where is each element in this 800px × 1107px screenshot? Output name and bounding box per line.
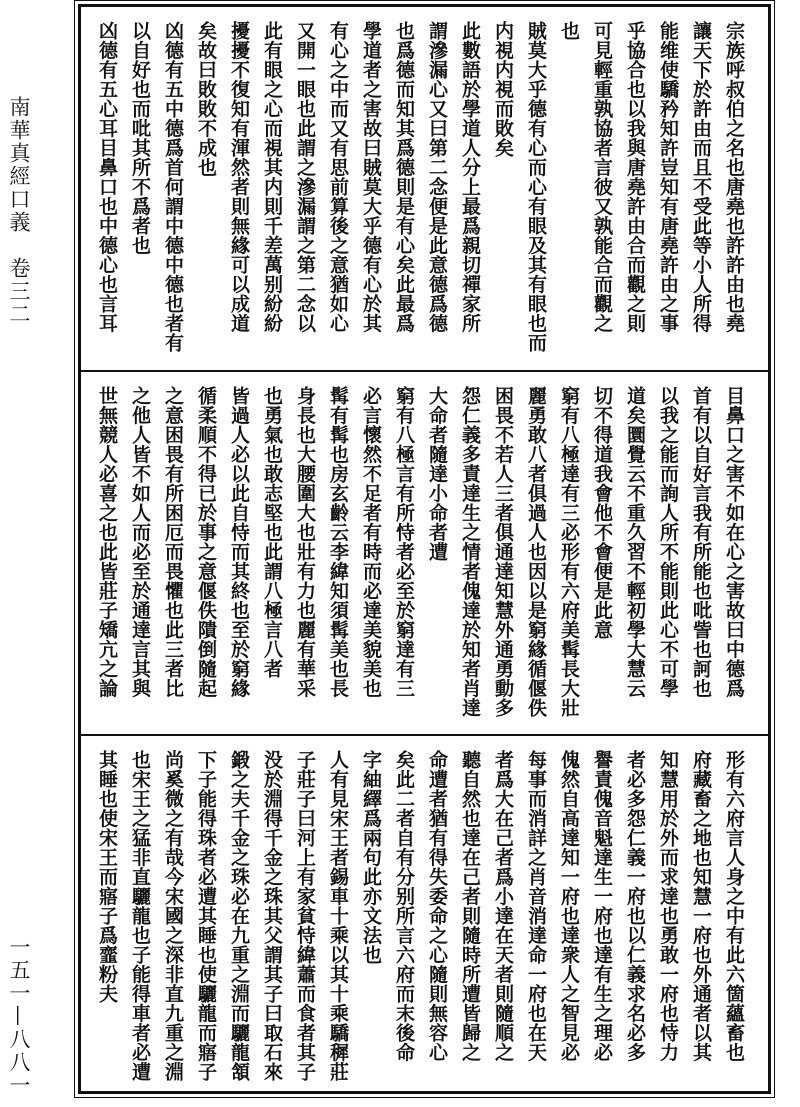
text-column: 之他人皆不如人而必至於通達言其與	[129, 386, 151, 698]
text-column: 謂滲漏心又曰第二念便是此意德爲德	[426, 21, 448, 333]
text-column: 道矣圜覺云不重久習不輕初學大慧云	[624, 386, 646, 698]
text-column: 首有以自好言我有所能也吡訾也訶也	[690, 386, 712, 698]
text-column: 有心之中而又有思前算後之意猶如心	[327, 21, 349, 333]
text-column: 循柔順不得已於事之意偃佚隤倒隨起	[195, 386, 217, 698]
text-column: 府藏畜之地也知慧一府也外通者以其	[690, 750, 712, 1062]
text-column: 也	[558, 21, 580, 41]
register-columns	[93, 750, 748, 1081]
text-column: 世無競人必喜之也此皆莊子矯亢之論	[96, 386, 118, 698]
text-column: 其睡也使宋王而寤子爲韲粉夫	[96, 750, 118, 1004]
text-column: 矣故曰敗敗不成也	[195, 21, 217, 177]
text-column: 以自好也而吡其所不爲者也	[129, 21, 151, 255]
text-column: 可見輕重孰協者言彼又孰能合而觀之	[591, 21, 613, 333]
text-column: 每事而消詳之肖音消達命一府也在天	[525, 750, 547, 1062]
text-column: 窮有八極言有所恃者必至於窮達有三	[393, 386, 415, 698]
text-column: 也爲德而知其爲德則是有心矣此最爲	[393, 21, 415, 333]
text-column: 傀然自高達知一府也達衆人之智見必	[558, 750, 580, 1062]
text-column: 此有眼之心而視其内則千差萬别紛紛	[261, 21, 283, 333]
text-column: 皆過人必以此自恃而其終也至於窮緣	[228, 386, 250, 698]
text-column: 者必多怨仁義一府也以仁義求名必多	[624, 750, 646, 1062]
text-column: 能维使驕矜知許豈知有唐堯許由之事	[657, 21, 679, 333]
register-columns	[93, 21, 748, 360]
text-column: 困畏不若人三者俱通達知慧外通勇動多	[492, 386, 514, 718]
text-column: 學道者之害故曰賊莫大乎德有心於其	[360, 21, 382, 333]
text-column: 聽自然也達在己者則隨時所遭皆歸之	[459, 750, 481, 1062]
text-column: 命遭者猶有得失委命之心隨則無容心	[426, 750, 448, 1062]
margin-book-title: 南華真經口義 卷三二	[7, 96, 31, 326]
margin-page-number: 一五一—八八一	[7, 936, 31, 1097]
text-column: 者爲大在己者爲小達在天者則隨順之	[492, 750, 514, 1062]
text-column: 凶德有五中德爲首何謂中德中德也者有	[162, 21, 184, 353]
text-column: 字紬繹爲兩句此亦文法也	[360, 750, 382, 965]
text-column: 麗勇敢八者俱過人也因以是窮緣循偃佚	[525, 386, 547, 718]
text-column: 乎協合也以我與唐堯許由合而觀之則	[624, 21, 646, 333]
text-column: 也宋王之猛非直驪龍也子能得車者必遭	[129, 750, 151, 1082]
text-column: 下子能得珠者必遭其睡也使驪龍而寤子	[195, 750, 217, 1082]
text-column: 鍛之夫千金之珠必在九重之淵而驪龍頷	[228, 750, 250, 1082]
text-register-middle	[81, 370, 768, 734]
text-column: 宗族呼叔伯之名也唐堯也許許由也堯	[723, 21, 745, 333]
text-column: 以我之能而詢人所不能則此心不可學	[657, 386, 679, 698]
text-column: 擾擾不復知有渾然者則無緣可以成道	[228, 21, 250, 333]
text-column: 髯有髯也房玄齡云李緯知須髯美也長	[327, 386, 349, 698]
text-column: 讓天下於許由而且不受此等小人所得	[690, 21, 712, 333]
text-column: 也勇氣也敢志堅也此謂八極言八者	[261, 386, 283, 679]
text-column: 怨仁義多責達生之情者傀達於知者肖達	[459, 386, 481, 718]
text-column: 賊莫大乎德有心而心有眼及其有眼也而	[525, 21, 547, 353]
text-register-bottom	[81, 734, 768, 1091]
text-column: 之意困畏有所困厄而畏懼也此三者比	[162, 386, 184, 698]
text-column: 尚奚微之有哉今宋國之深非直九重之淵	[162, 750, 184, 1082]
text-column: 譽責傀音魁達生一府也達有生之理必	[591, 750, 613, 1062]
text-column: 形有六府言人身之中有此六箇蘊畜也	[723, 750, 745, 1062]
text-column: 子莊子曰河上有家貧恃緯蕭而食者其子	[294, 750, 316, 1082]
text-column: 必言懷然不足者有時而必達美貌美也	[360, 386, 382, 698]
register-columns	[93, 386, 748, 724]
text-column: 窮有八極達有三必形有六府美髯長大壯	[558, 386, 580, 718]
text-column: 人有見宋王者錫車十乘以其十乘驕穉莊	[327, 750, 349, 1082]
text-column: 此數語於學道人分上最爲親切禪家所	[459, 21, 481, 333]
text-column: 大命者隨達小命者遭	[426, 386, 448, 562]
text-column: 身長也大腰圍大也壯有力也麗有華采	[294, 386, 316, 698]
page-frame	[78, 4, 771, 1094]
text-column: 没於淵得千金之珠其父謂其子曰取石來	[261, 750, 283, 1082]
text-register-top	[81, 7, 768, 370]
text-column: 矣此二者自有分别所言六府而末後命	[393, 750, 415, 1062]
text-column: 切不得道我會他不會便是此意	[591, 386, 613, 640]
text-column: 目鼻口之害不如在心之害故曰中德爲	[723, 386, 745, 698]
text-column: 又開一眼也此謂之滲漏謂之第二念以	[294, 21, 316, 333]
text-column: 内視内視而敗矣	[492, 21, 514, 158]
text-column: 知慧用於外而求達也勇敢一府也恃力	[657, 750, 679, 1062]
text-column: 凶德有五心耳目鼻口也中德心也言耳	[96, 21, 118, 333]
